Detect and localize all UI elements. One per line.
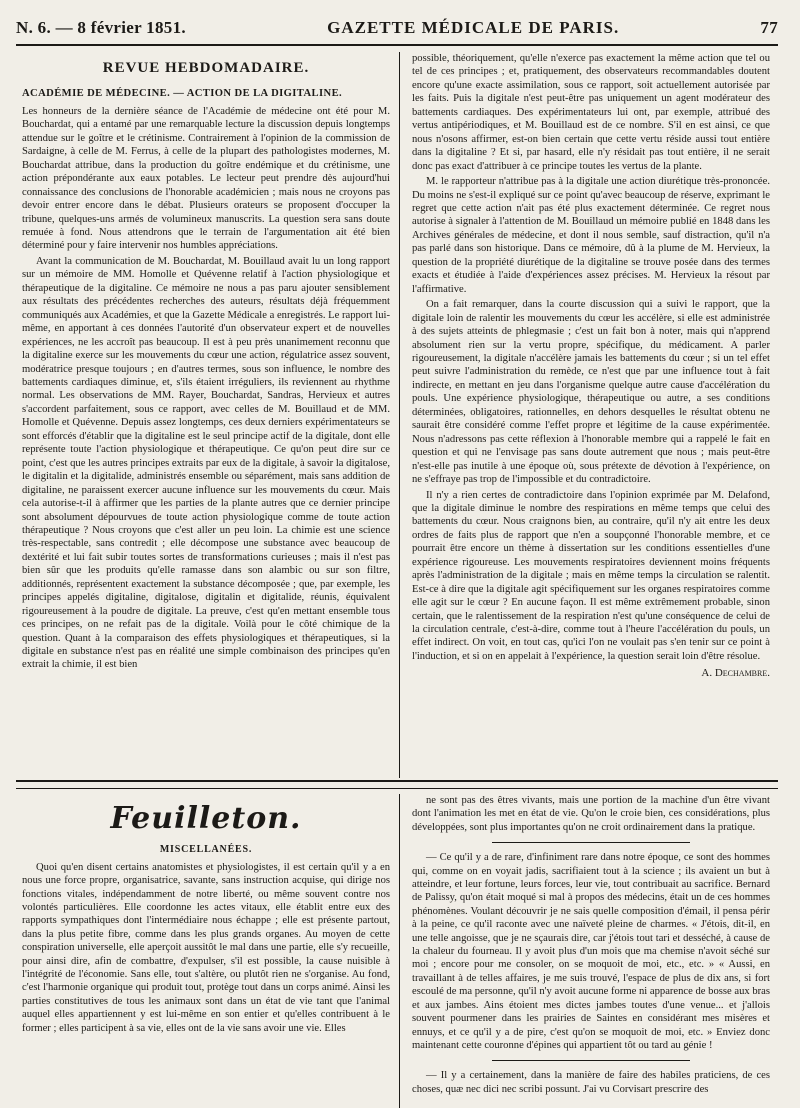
revue-paragraph: Avant la communication de M. Bouchardat, M. Bouillaud avait lu un long rapport sur un mémoire de MM. Homolle et Quévenne relatif à l'action physiologique et thérapeutique de la digitaline. Ce mémoire ne nous a pas paru ajouter sensiblement aux résultats des précédentes recherches des auteurs, résultats déjà fréquemment communiqués aux Académies, et que la Gazette Médicale a enregistrés. Le rapport lui-même, en apportant à ces données l'autorité d'un observateur expert et de nouvelles expériences, ne les accroît pas beaucoup. Il est à peu près unanimement reconnu que la digitaline exerce sur les mouvements du cœur une action, régulatrice assez souvent, modératrice presque toujours ; en d'autres termes, sous son influence, le nombre des battements cardiaques diminue, et, s'ils étaient irréguliers, ils reviennent au rhythme normal. Les observations de MM. Rayer, Bouchardat, Sandras, Hervieux et autres s'accordent parfaitement, sous ce rapport, avec celles de M. Bouillaud et de MM. Homolle et Quévenne. Depuis assez longtemps, ces deux derniers expérimentateurs se sont efforcés d'établir que la digitaline est le seul principe actif de la digitale, dont elle représente toute l'action physiologique et thérapeutique. Ce qu'on peut dire sur ce point, c'est que les autres principes extraits par eux de la digitale, à savoir la digitalose, le digitalin et la digitalide, administrés ensemble ou séparément, mais sans addition de digitaline, ne paraissent exercer aucune influence sur les mouvements du cœur. Mais cela autorise-t-il à affirmer que les parties de la plante autres que ce dernier principe sont absolument dépourvues de toute action physiologique comme de toute action thérapeutique ? Nous croyons que c'est aller un peu loin. La chimie est une science très-respectable, sans contredit ; elle décompose une substance avec beaucoup de dextérité et lui fait subir toutes sortes de transformations curieuses ; mais il n'est pas bien sûr que les produits qu'elle ramasse dans son alambic ou sur son filtre, additionnés, représentent exactement la substance décomposée ; que, par exemple, les principes appelés digitaline, digitalose, digitalin et digitalide, réunis, équivalent rigoureusement à la poudre de digitale. La preuve, c'est qu'en mettant ensemble tous ces principes, on ne refait pas de la digitale. Voilà pour le côté chimique de la question. Quant à la comparaison des effets physiologiques et thérapeutiques, si la digitale en substance n'est pas en réalité une simple combinaison des principes qu'en extrait la chimie, il est bien <box>22 255 390 671</box>
feuilleton-paragraph: Quoi qu'en disent certains anatomistes et physiologistes, il est certain qu'il y a en nous une force propre, organisatrice, savante, sans instruction acquise, qui dirige nos fonctions vitales, indépendamment de notre liberté, ou même souvent contre nos volontés particulières. Elle coordonne les actes vitaux, elle établit entre eux des rapports sympathiques dont l'intermédiaire nous échappe ; elle est présente partout, dans la plus petite fibre, comme dans les plus grands organes. Au moyen de cette conspiration universelle, elle aperçoit aussitôt le mal dans une partie, elle s'y recueille, pour ainsi dire, afin de combattre, d'expulser, s'il est possible, la cause nuisible à l'intégrité de l'économie. Sans elle, tout s'altère, ou plutôt rien ne s'organise. Au fond, c'est l'harmonie organique qui produit tout, protège tout dans un corps animé. Ainsi les parties constitutives de tous les animaux sont dans un état de vie tant que l'animal auquel elles appartiennent y est lui-même en son entier et qu'elles contribuent à le former ; elles participent à sa vie, elles ont de la vie sans avoir une vie. Elles <box>22 861 390 1034</box>
feuilleton-paragraph: — Il y a certainement, dans la manière de faire des habiles praticiens, de ces choses, quæ nec dici nec scribi possunt. J'ai vu Corvisart prescrire des <box>412 1070 770 1095</box>
paragraph-separator <box>492 1060 690 1061</box>
revue-left-column <box>22 52 390 778</box>
feuilleton-left-column <box>22 794 390 1106</box>
feuilleton-divider <box>399 794 400 1108</box>
revue-paragraph: On a fait remarquer, dans la courte discussion qui a suivi le rapport, que la digitale loin de ralentir les mouvements du cœur les accélère, si elle est administrée à des sujets atteints de phlegmasie ; c'est un fait bon à noter, mais qui n'apprend absolument rien sur la vertu propre, spécifique, du médicament. A parler rigoureusement, la digitale n'accélère jamais les battements du cœur ; si un tel effet peut suivre l'administration du remède, ce n'est que par une influence tout à fait indirecte, en mettant en jeu dans l'organisme quelque autre cause d'accélération du pouls. Une expérience physiologique, thérapeutique ou autre, a ses conditions déterminées, obligatoires, rationnelles, en dehors desquelles le résultat obtenu ne saurait être considéré comme l'effet propre et légitime de la cause expérimentée. Nous n'adressons pas cette réflexion à l'honorable membre qui a rappelé le fait en question et qui ne l'envisage pas sans doute autrement que nous ; mais peut-être n'est-elle pas inutile à une époque où, sous prétexte de dévotion à l'expérience, on ne s'effraye pas trop de l'impossible et du contradictoire. <box>412 299 770 486</box>
revue-paragraph: Il n'y a rien certes de contradictoire dans l'opinion exprimée par M. Delafond, que la digitale diminue le nombre des respirations en même temps que celui des battements du cœur. Nous craignons bien, au contraire, qu'il n'y ait entre les deux ordres de faits plus de rapport que n'en a soupçonné l'honorable membre, et ce pourrait être encore un thème à dissertation sur les conditions essentielles d'une expérience rigoureuse. Les mouvements respiratoires deviennent moins fréquents après l'administration de la digitale ; mais en même temps la circulation se ralentit. Est-ce à dire que la digitale agit spécifiquement sur les organes respiratoires comme elle agit sur le cœur ? En aucune façon. Il est même extrêmement probable, sinon certain, que le ralentissement de la respiration n'est qu'une conséquence de celui de la circulation centrale, c'est-à-dire, comme tout à l'heure l'accélération du pouls, un effet indirect. On voit, en tout cas, qu'ici l'on ne voulait pas s'en tenir sur ce point à l'induction, et si on en appelait à l'expérience, la question serait loin d'être résolue. <box>412 489 770 662</box>
feuilleton-right-column <box>412 794 770 1106</box>
journal-title: GAZETTE MÉDICALE DE PARIS. <box>327 18 620 37</box>
feuilleton-paragraph: — Ce qu'il y a de rare, d'infiniment rare dans notre époque, ce sont des hommes qui, comme on en voyait jadis, sacrifiaient tout à la science ; ils avaient un but à atteindre, et leur fortune, leurs forces, leur vie, tout contribuait au sacrifice. Bernard de Palissy, qu'on était moqué si mal à propos des médecins, était un de ces hommes phénomènes. Voulant découvrir je ne sais quelle composition d'émail, il pensa périr à la peine, ce qu'il raconte avec une naïveté pleine de charmes. « J'étois, dit-il, en une telle angoisse, que je ne sçaurais dire, car j'étois tout tari et desséché, à cause de la chaleur du fourneau. Il y avoit plus d'un mois que ma chemise n'avoit séché sur moi ; encore pour me consoler, on se moquoit de moi, etc., etc. » « Aussi, en travaillant à de telles affaires, je me suis trouvé, l'espace de plus de dix ans, si fort escoulé de ma personne, qu'il n'y avoit aucune forme ni apparence de bosse aux bras et aux jambes. Ains étoient mes dictes jambes toutes d'une venue... et j'allois souvent pourmener dans les prairies de Saintes en considérant mes misères et ennuys, et ce qu'il y a de pire, c'est qu'on se moquoit de moi, etc. » Enviez donc maintenant cette couronne d'épines qui appartient tôt ou tard au génie ! <box>412 852 770 1051</box>
column-divider <box>399 52 400 778</box>
section-heading: ACADÉMIE DE MÉDECINE. — ACTION DE LA DIGITALINE. <box>22 88 343 100</box>
revue-paragraph: Les honneurs de la dernière séance de l'Académie de médecine ont été pour M. Bouchardat, qui a entamé par une remarquable lecture la discussion depuis longtemps attendue sur le goître et le crétinisme. Contrairement à l'opinion de la commission de Sardaigne, à celle de M. Ferrus, à celle de la plupart des pathologistes modernes, M. Bouchardat attribue, dans la production du goître endémique et du crétinisme, une action prépondérante aux eaux potables. Le lecteur peut prendre dès aujourd'hui connaissance des conclusions de l'honorable académicien ; mais nous ne croyons pas devoir entrer encore dans le débat. Plusieurs orateurs se proposent d'occuper la tribune, quelques-uns armés de volumineux manuscrits. La question sera sans doute remuée à fond. Nous attendrons que le terrain de l'argumentation ait été bien déterminé pour y faire intervenir nos humbles appréciations. <box>22 105 390 252</box>
revue-title: REVUE HEBDOMADAIRE. <box>102 60 310 76</box>
miscellanees-heading: MISCELLANÉES. <box>159 844 253 856</box>
paragraph-separator <box>492 842 690 843</box>
revue-paragraph: possible, théoriquement, qu'elle n'exerce pas exactement la même action que tel ou tel de ces principes ; et, pratiquement, des observateurs recommandables doutent encore qu'une exacte assimilation, sous ce rapport, soit actuellement autorisée par les faits. Puis la digitale n'est peut-être pas uniquement un agent modérateur des battements cardiaques. Des expérimentateurs lui ont, par exemple, attribué des vertus antipériodiques, et M. Bouillaud est de ce nombre. S'il en est ainsi, ce que nous n'osons affirmer, est-on bien certain que cette vertu réside aussi tout entière dans la digitaline ? Et si, par hasard, elle n'y résidait pas tout entière, il ne serait donc pas exact d'attribuer à ce principe toutes les vertus de la plante. <box>412 53 770 172</box>
feuilleton-rule <box>16 780 778 789</box>
feuilleton-paragraph: ne sont pas des êtres vivants, mais une portion de la machine d'un être vivant dont l'animation les met en état de vie. Qu'on le croie bien, ces considérations, plus développées, sont plus importantes qu'on ne croit ordinairement dans la pratique. <box>412 795 770 833</box>
revue-paragraph: M. le rapporteur n'attribue pas à la digitale une action diurétique très-prononcée. Du moins ne s'est-il expliqué sur ce point qu'avec beaucoup de réserve, exprimant le regret que cette action n'ait pas été plus exactement déterminée. Ce regret nous autorise à signaler à l'attention de M. Bouillaud un mémoire publié en 1848 dans les Archives générales de médecine, et dont il nous semble, sauf distraction, qu'il n'a pas parlé dans son historique. Dans ce mémoire, dû à la plume de M. Hervieux, la question de la propriété diurétique de la digitaline se trouve posée dans des termes exacts et étudiée à l'aide d'expériences assez précises. M. Hervieux la résout par l'affirmative. <box>412 176 770 295</box>
page-header <box>16 18 778 46</box>
header-rule <box>16 44 778 46</box>
feuilleton-title: Feuilleton. <box>110 801 302 836</box>
page-number: 77 <box>760 18 778 37</box>
author-signature: A. Dechambre. <box>701 667 770 680</box>
revue-right-column <box>412 52 770 778</box>
issue-line: N. 6. — 8 février 1851. <box>16 18 186 37</box>
